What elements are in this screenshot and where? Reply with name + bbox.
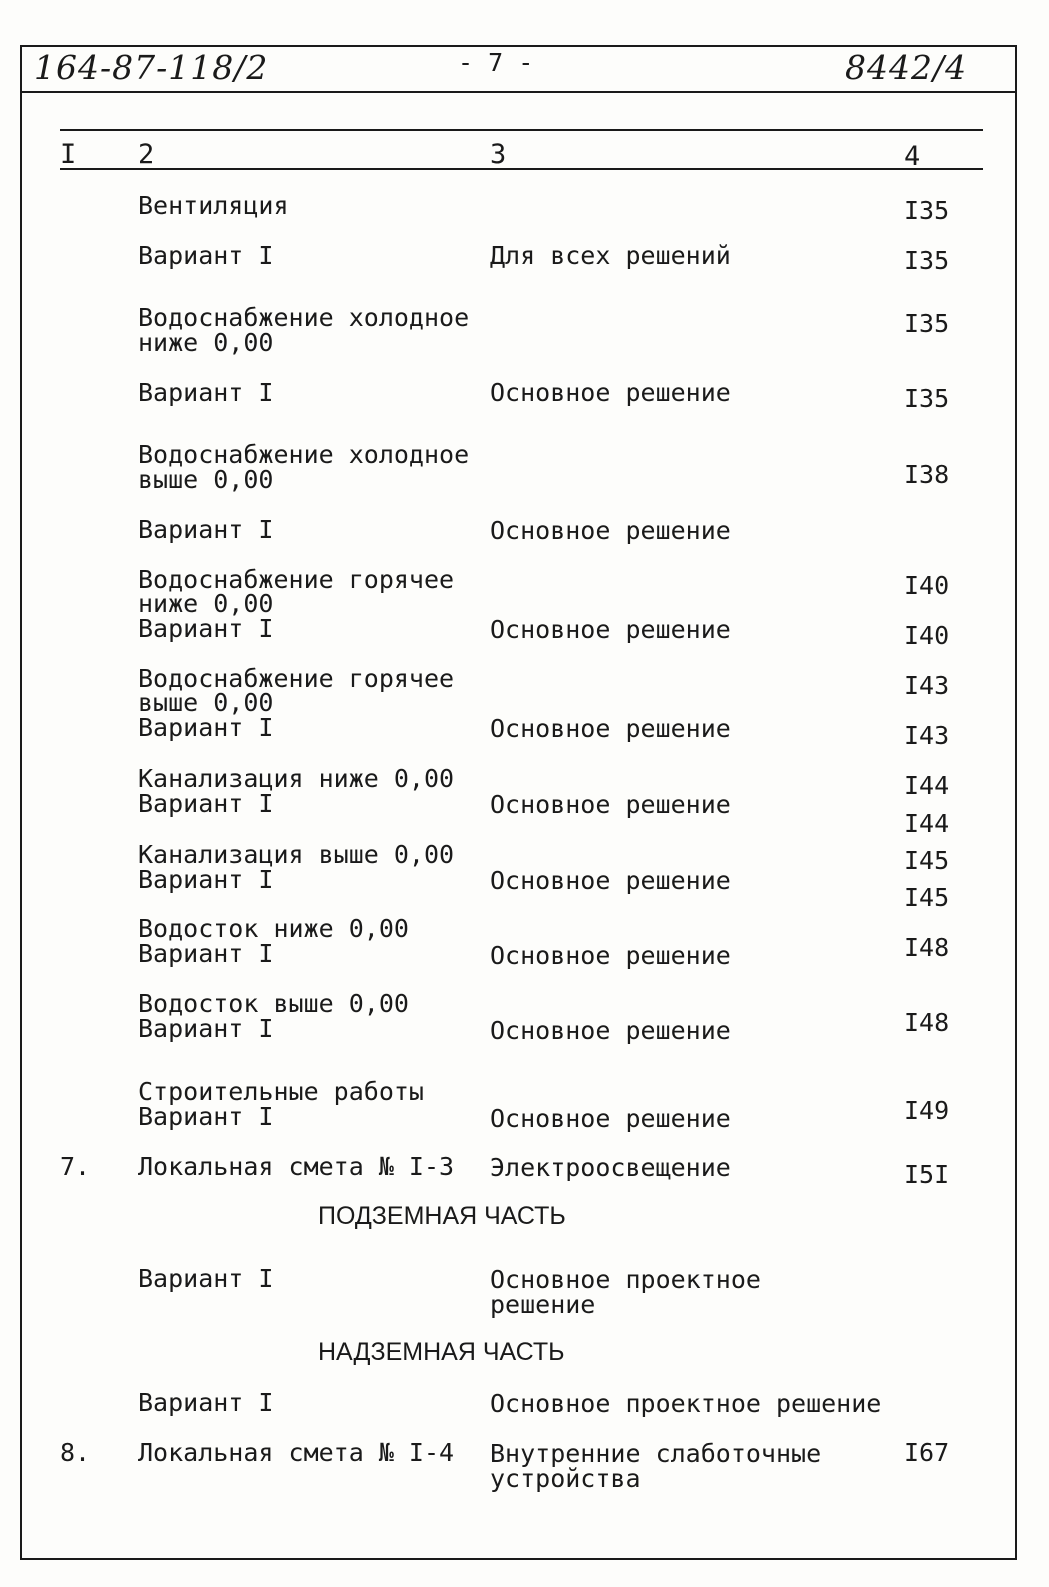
row-page: I45 <box>904 846 950 875</box>
row-number: 8. <box>60 1438 91 1467</box>
column-header-1: I <box>60 139 77 170</box>
row-label: Вариант I <box>138 939 274 968</box>
section-heading: ПОДЗЕМНАЯ ЧАСТЬ <box>318 1202 566 1230</box>
row-page: I35 <box>904 309 950 338</box>
row-page: I49 <box>904 1096 950 1125</box>
table-top-rule <box>60 129 983 131</box>
row-page: I43 <box>904 671 950 700</box>
row-label: Вентиляция <box>138 191 289 220</box>
row-label: Водосток выше 0,00 <box>138 989 409 1018</box>
row-description: Основное решение <box>490 790 731 819</box>
row-page: I40 <box>904 621 950 650</box>
row-page: I48 <box>904 933 950 962</box>
document-code-right: 8442/4 <box>845 48 968 87</box>
document-code-left: 164-87-118/2 <box>34 48 269 87</box>
row-label: Локальная смета № I-3 <box>138 1152 455 1181</box>
row-page: I67 <box>904 1438 950 1467</box>
row-description: Основное решение <box>490 714 731 743</box>
header-divider <box>20 91 1017 93</box>
row-label: выше 0,00 <box>138 465 274 494</box>
row-description: Основное проектное решение <box>490 1389 882 1418</box>
row-label: Вариант I <box>138 1102 274 1131</box>
row-label: Вариант I <box>138 614 274 643</box>
column-header-4: 4 <box>904 141 921 172</box>
row-description: Основное решение <box>490 1104 731 1133</box>
row-label: Вариант I <box>138 1014 274 1043</box>
row-description: Основное решение <box>490 866 731 895</box>
row-label: Вариант I <box>138 378 274 407</box>
row-label: Вариант I <box>138 1264 274 1293</box>
row-description: решение <box>490 1290 596 1319</box>
row-label: Вариант I <box>138 713 274 742</box>
row-page: I43 <box>904 721 950 750</box>
row-label: Водоснабжение холодное <box>138 440 470 469</box>
row-page: I44 <box>904 809 950 838</box>
row-page: I35 <box>904 246 950 275</box>
row-description: Основное решение <box>490 516 731 545</box>
row-label: Водоснабжение холодное <box>138 303 470 332</box>
table-header-rule <box>60 168 983 170</box>
column-header-2: 2 <box>138 139 155 170</box>
row-description: Для всех решений <box>490 241 731 270</box>
row-label: ниже 0,00 <box>138 328 274 357</box>
row-label: выше 0,00 <box>138 688 274 717</box>
row-page: I35 <box>904 384 950 413</box>
row-description: Основное решение <box>490 615 731 644</box>
row-page: I40 <box>904 571 950 600</box>
row-description: Основное решение <box>490 941 731 970</box>
row-label: Вариант I <box>138 789 274 818</box>
row-page: I45 <box>904 883 950 912</box>
row-label: Вариант I <box>138 865 274 894</box>
row-label: Вариант I <box>138 241 274 270</box>
row-label: Локальная смета № I-4 <box>138 1438 455 1467</box>
row-description: устройства <box>490 1464 641 1493</box>
column-header-3: 3 <box>490 139 507 170</box>
row-label: Водосток ниже 0,00 <box>138 914 409 943</box>
row-page: I35 <box>904 196 950 225</box>
row-label: Водоснабжение горячее <box>138 664 455 693</box>
row-description: Основное проектное <box>490 1265 761 1294</box>
row-number: 7. <box>60 1152 91 1181</box>
row-label: Строительные работы <box>138 1077 424 1106</box>
section-heading: НАДЗЕМНАЯ ЧАСТЬ <box>318 1338 565 1366</box>
page-number: - 7 - <box>458 48 534 77</box>
row-label: Канализация выше 0,00 <box>138 840 455 869</box>
row-label: Вариант I <box>138 515 274 544</box>
row-page: I38 <box>904 460 950 489</box>
row-page: I44 <box>904 771 950 800</box>
row-description: Основное решение <box>490 1016 731 1045</box>
row-description: Внутренние слаботочные <box>490 1439 822 1468</box>
row-page: I48 <box>904 1008 950 1037</box>
row-label: Водоснабжение горячее <box>138 565 455 594</box>
row-description: Основное решение <box>490 378 731 407</box>
row-label: Канализация ниже 0,00 <box>138 764 455 793</box>
row-page: I5I <box>904 1160 950 1189</box>
row-label: Вариант I <box>138 1388 274 1417</box>
row-description: Электроосвещение <box>490 1153 731 1182</box>
row-label: ниже 0,00 <box>138 589 274 618</box>
